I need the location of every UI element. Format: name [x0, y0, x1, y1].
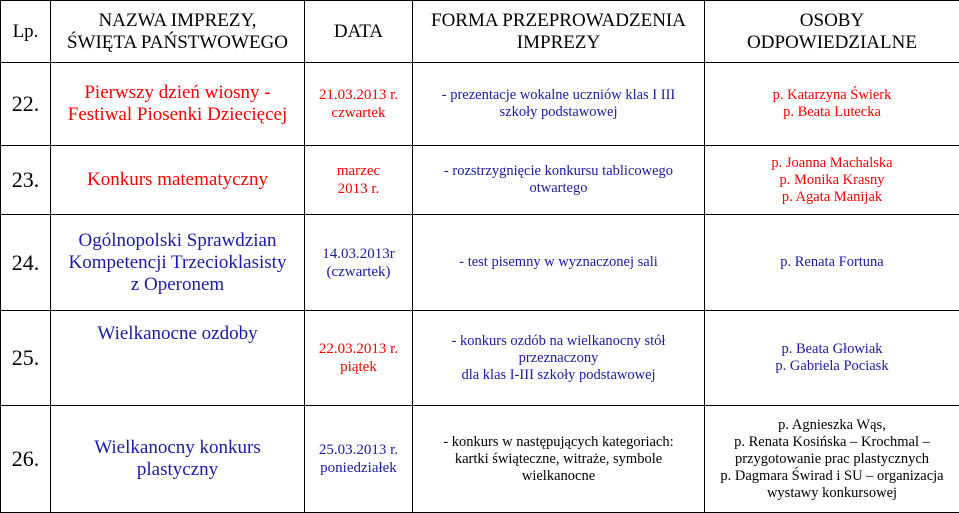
- person-line: p. Agata Manijak: [709, 189, 955, 206]
- form-line: - konkurs ozdób na wielkanocny stół: [417, 333, 700, 350]
- header-date-text: DATA: [334, 21, 383, 42]
- row-date: [305, 215, 413, 311]
- table-row: [1, 406, 959, 513]
- header-form-line1: FORMA PRZEPROWADZENIA: [417, 10, 700, 32]
- person-line: p. Gabriela Pociask: [709, 358, 955, 375]
- person-line: p. Beata Lutecka: [709, 104, 955, 121]
- date-line: 25.03.2013 r.: [309, 441, 408, 459]
- row-lp: 24.: [1, 215, 51, 311]
- row-form: [413, 215, 705, 311]
- date-line: poniedziałek: [309, 459, 408, 477]
- person-line: przygotowanie prac plastycznych: [709, 451, 955, 468]
- event-name-line: z Operonem: [55, 274, 300, 296]
- event-name-line: Festiwal Piosenki Dziecięcej: [55, 104, 300, 126]
- row-date: [305, 63, 413, 146]
- form-line: otwartego: [417, 180, 700, 197]
- header-people: [705, 1, 959, 63]
- row-lp: 23.: [1, 146, 51, 215]
- row-date: [305, 311, 413, 406]
- form-line: kartki świąteczne, witraże, symbole: [417, 451, 700, 468]
- form-line: wielkanocne: [417, 468, 700, 485]
- event-name-line: Ogólnopolski Sprawdzian: [55, 230, 300, 252]
- header-name: [51, 1, 305, 63]
- date-line: 2013 r.: [309, 180, 408, 198]
- date-line: 14.03.2013r: [309, 245, 408, 263]
- event-name-line: plastyczny: [55, 459, 300, 481]
- person-line: wystawy konkursowej: [709, 485, 955, 502]
- row-date: [305, 406, 413, 513]
- header-row: [1, 1, 959, 63]
- person-line: p. Renata Fortuna: [709, 254, 955, 271]
- date-line: 21.03.2013 r.: [309, 86, 408, 104]
- form-line: - prezentacje wokalne uczniów klas I III: [417, 87, 700, 104]
- row-lp: 22.: [1, 63, 51, 146]
- table-row: [1, 311, 959, 406]
- row-event-name: [51, 146, 305, 215]
- row-people: [705, 63, 959, 146]
- header-people-line1: OSOBY: [709, 10, 955, 32]
- person-line: p. Monika Krasny: [709, 172, 955, 189]
- event-name-line: Kompetencji Trzecioklasisty: [55, 252, 300, 274]
- person-line: p. Agnieszka Wąs,: [709, 417, 955, 434]
- row-event-name: [51, 311, 305, 406]
- date-line: (czwartek): [309, 263, 408, 281]
- row-lp: 26.: [1, 406, 51, 513]
- table-row: [1, 63, 959, 146]
- row-form: [413, 63, 705, 146]
- row-people: [705, 146, 959, 215]
- row-form: [413, 146, 705, 215]
- header-form: [413, 1, 705, 63]
- person-line: p. Dagmara Świrad i SU – organizacja: [709, 468, 955, 485]
- header-name-line2: ŚWIĘTA PAŃSTWOWEGO: [55, 32, 300, 54]
- row-people: [705, 406, 959, 513]
- form-line: przeznaczony: [417, 350, 700, 367]
- row-people: [705, 215, 959, 311]
- date-line: czwartek: [309, 104, 408, 122]
- event-name-line: Pierwszy dzień wiosny -: [55, 82, 300, 104]
- form-line: - rozstrzygnięcie konkursu tablicowego: [417, 163, 700, 180]
- date-line: 22.03.2013 r.: [309, 340, 408, 358]
- header-people-line2: ODPOWIEDZIALNE: [709, 32, 955, 54]
- person-line: p. Katarzyna Świerk: [709, 87, 955, 104]
- row-lp: 25.: [1, 311, 51, 406]
- row-form: [413, 311, 705, 406]
- row-event-name: [51, 215, 305, 311]
- row-form: [413, 406, 705, 513]
- row-people: [705, 311, 959, 406]
- form-line: - test pisemny w wyznaczonej sali: [417, 254, 700, 271]
- header-name-line1: NAZWA IMPREZY,: [55, 10, 300, 32]
- header-lp: [1, 1, 51, 63]
- header-form-line2: IMPREZY: [417, 32, 700, 54]
- form-line: szkoły podstawowej: [417, 104, 700, 121]
- event-name-line: Konkurs matematyczny: [55, 169, 300, 191]
- table-row: [1, 215, 959, 311]
- event-name-line: Wielkanocne ozdoby: [55, 323, 300, 345]
- date-line: piątek: [309, 358, 408, 376]
- table-row: [1, 146, 959, 215]
- row-event-name: [51, 63, 305, 146]
- person-line: p. Renata Kosińska – Krochmal –: [709, 434, 955, 451]
- event-name-line: Wielkanocny konkurs: [55, 437, 300, 459]
- form-line: dla klas I-III szkoły podstawowej: [417, 367, 700, 384]
- form-line: - konkurs w następujących kategoriach:: [417, 434, 700, 451]
- header-date: [305, 1, 413, 63]
- person-line: p. Joanna Machalska: [709, 155, 955, 172]
- row-date: [305, 146, 413, 215]
- date-line: marzec: [309, 162, 408, 180]
- header-lp-text: Lp.: [13, 21, 39, 42]
- person-line: p. Beata Głowiak: [709, 341, 955, 358]
- row-event-name: [51, 406, 305, 513]
